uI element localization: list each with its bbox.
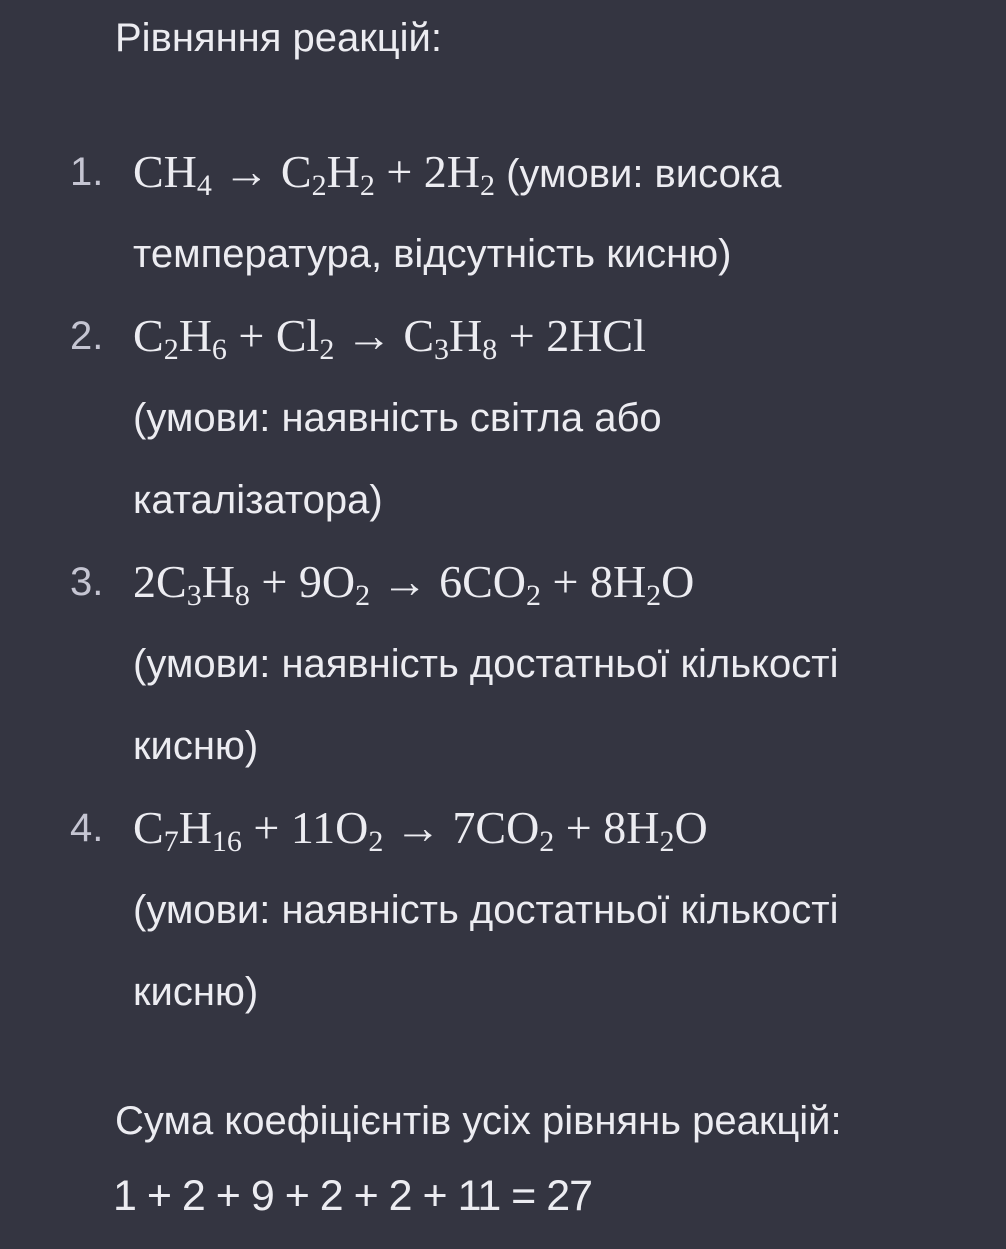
reaction-line — [133, 131, 986, 213]
reaction-number: 4. — [70, 806, 104, 850]
summary-formula: 1 + 2 + 9 + 2 + 2 + 11 = 27 — [113, 1172, 593, 1220]
reaction-equation: $C_7H_{16} + 11O_2 \to 7CO_2 + 8H_2O$ — [133, 802, 708, 858]
reaction-list — [0, 131, 1006, 1033]
reaction-line — [133, 787, 986, 869]
reaction-equation: $C_2H_6 + Cl_2 \to C_3H_8 + 2HCl$ — [133, 310, 646, 366]
reaction-condition: температура, відсутність кисню) — [133, 232, 732, 276]
reaction-condition: (умови: наявність світла або — [133, 396, 662, 440]
reaction-equation: $CH_4 \to C_2H_2 + 2H_2$ — [133, 146, 495, 202]
reaction-condition: (умови: висока — [495, 152, 782, 196]
reaction-item — [0, 787, 1006, 1033]
reaction-number: 2. — [70, 314, 104, 358]
reaction-equation: $2C_3H_8 + 9O_2 \to 6CO_2 + 8H_2O$ — [133, 556, 695, 612]
reaction-item — [0, 131, 1006, 295]
summary-text: Сума коефіцієнтів усіх рівнянь реакцій: — [115, 1099, 842, 1143]
reaction-number: 3. — [70, 560, 104, 604]
reaction-line — [133, 541, 986, 623]
reaction-number: 1. — [70, 150, 104, 194]
reaction-condition: кисню) — [133, 724, 259, 768]
reaction-line — [133, 295, 986, 377]
reaction-condition: кисню) — [133, 970, 259, 1014]
reaction-item — [0, 541, 1006, 787]
reaction-condition: (умови: наявність достатньої кількості — [133, 888, 839, 932]
heading: Рівняння реакцій: — [115, 16, 443, 60]
reaction-condition: (умови: наявність достатньої кількості — [133, 642, 839, 686]
reaction-condition: каталізатора) — [133, 478, 383, 522]
reaction-item — [0, 295, 1006, 541]
